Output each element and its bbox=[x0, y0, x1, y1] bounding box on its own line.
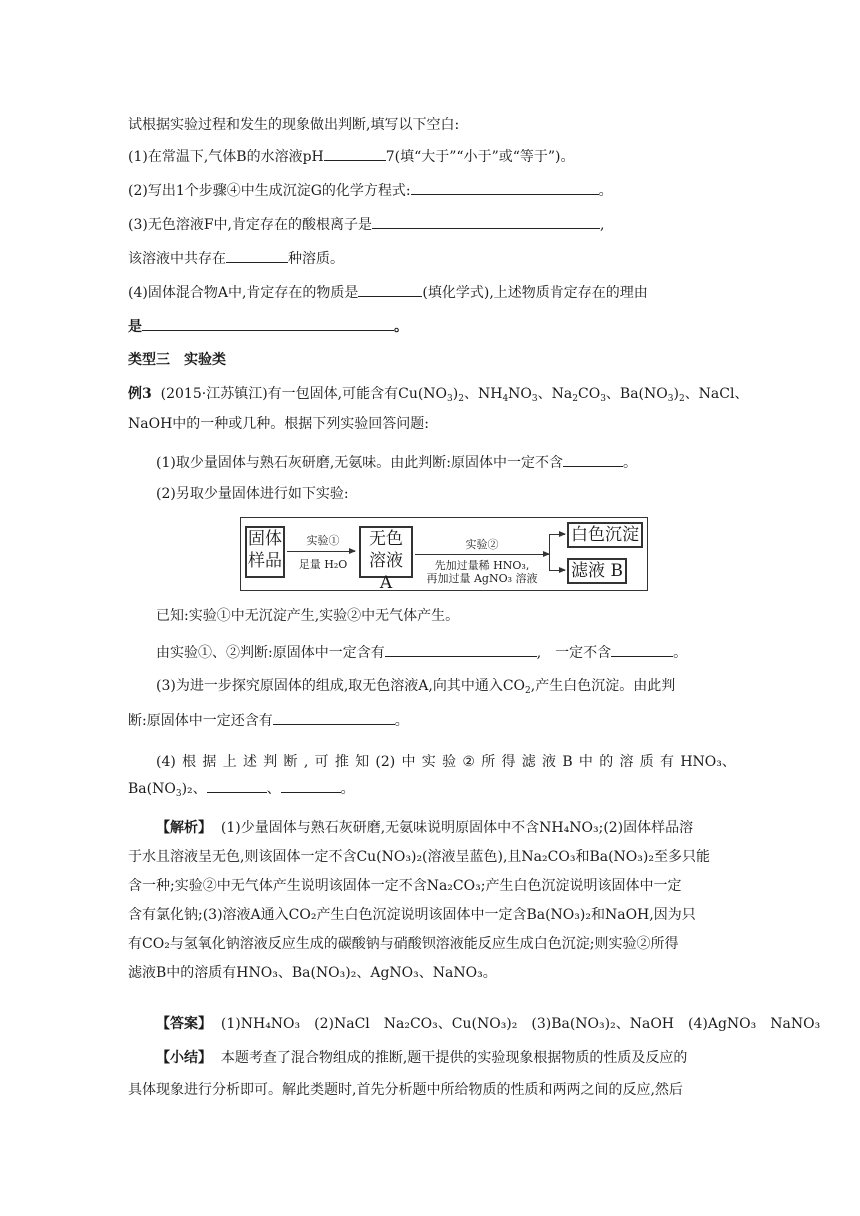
question-3-cont: 该溶液中共存在 种溶质。 bbox=[128, 248, 344, 269]
part-4-word: 知 bbox=[355, 754, 370, 770]
part-4-word: 滤 bbox=[521, 754, 536, 770]
analysis-line-6: 滤液B中的溶质有HNO₃、Ba(NO₃)₂、AgNO₃、NaNO₃。 bbox=[128, 965, 497, 981]
step1-condition: 足量 H₂O bbox=[298, 558, 348, 571]
part-4-word: B bbox=[562, 754, 573, 770]
summary-line-1: 【小结】 本题考查了混合物组成的推断,题干提供的实验现象根据物质的性质及反应的 bbox=[156, 1050, 688, 1066]
part-4-word: 可 bbox=[314, 754, 329, 770]
part-1: (1)取少量固体与熟石灰研磨,无氨味。由此判断:原固体中一定不含 。 bbox=[156, 452, 637, 473]
answer-blank[interactable] bbox=[563, 452, 623, 467]
part-4-word: 推 bbox=[334, 754, 349, 770]
question-4-cont: 是 。 bbox=[128, 316, 408, 337]
part-4-word: 述 bbox=[242, 754, 257, 770]
part-3: (3)为进一步探究原固体的组成,取无色溶液A,向其中通入$CO_2$,产生白色沉淀。由此判 bbox=[156, 678, 676, 696]
answer-blank[interactable] bbox=[372, 214, 600, 229]
answer-blank[interactable] bbox=[273, 710, 395, 725]
filtrate-b-box: 滤液 B bbox=[567, 558, 627, 584]
solution-a-box: 无色 溶液 A bbox=[359, 526, 413, 578]
part-4-word: ② bbox=[462, 754, 475, 770]
step2-line bbox=[415, 554, 549, 555]
known-condition: 已知:实验①中无沉淀产生,实验②中无气体产生。 bbox=[156, 608, 460, 624]
part-2: (2)另取少量固体进行如下实验: bbox=[156, 486, 349, 502]
part-3-cont: 断:原固体中一定还含有 。 bbox=[128, 710, 409, 731]
part-4 bbox=[156, 752, 736, 772]
part-4-word: 断 bbox=[283, 754, 298, 770]
part-4-word: 溶 bbox=[619, 754, 634, 770]
part-4-word: 液 bbox=[542, 754, 557, 770]
answer-blank[interactable] bbox=[226, 248, 288, 263]
answer-blank[interactable] bbox=[324, 146, 386, 161]
analysis-line-1: 【解析】 (1)少量固体与熟石灰研磨,无氨味说明原固体中不含NH₄NO₃;(2)固体样品溶 bbox=[156, 820, 694, 836]
part-4-word: 验 bbox=[442, 754, 457, 770]
answer-blank[interactable] bbox=[611, 642, 673, 657]
part-4-word: 得 bbox=[501, 754, 516, 770]
section-heading: 类型三 实验类 bbox=[128, 352, 226, 368]
part-4-word: 据 bbox=[202, 754, 217, 770]
analysis-line-2: 于水且溶液呈无色,则该固体一定不含Cu(NO₃)₂(溶液呈蓝色),且Na₂CO₃和Ba(NO₃)₂至多只能 bbox=[128, 849, 710, 865]
analysis-line-5: 有CO₂与氢氧化钠溶液反应生成的碳酸钠与硝酸钡溶液能反应生成白色沉淀;则实验②所得 bbox=[128, 936, 679, 952]
answer-blank[interactable] bbox=[385, 642, 537, 657]
answer-blank[interactable] bbox=[411, 180, 599, 195]
step2-label: 实验② bbox=[465, 538, 499, 551]
step2-condition-1: 先加过量稀 HNO₃, bbox=[434, 559, 530, 572]
analysis-line-3: 含一种;实验②中无气体产生说明该固体一定不含Na₂CO₃;产生白色沉淀说明该固体中一定 bbox=[128, 878, 682, 894]
question-1: (1)在常温下,气体B的水溶液pH 7(填“大于”“小于”或“等于”)。 bbox=[128, 146, 575, 167]
arrow-to-filtrate bbox=[549, 570, 565, 571]
part-4-word: 所 bbox=[481, 754, 496, 770]
question-3: (3)无色溶液F中,肯定存在的酸根离子是 , bbox=[128, 214, 604, 235]
step1-arrow bbox=[287, 551, 355, 552]
example-3-stem: 例3 (2015·江苏镇江)有一包固体,可能含有$Cu(NO_3)_2$、$NH_4NO_3$、$Na_2CO_3$、$Ba(NO_3)_2$、NaCl、 bbox=[128, 386, 749, 404]
precipitate-box: 白色沉淀 bbox=[567, 522, 643, 548]
part-4-word: 中 bbox=[578, 754, 593, 770]
answer-blank[interactable] bbox=[281, 778, 341, 793]
question-4: (4)固体混合物A中,肯定存在的物质是 (填化学式),上述物质肯定存在的理由 bbox=[128, 282, 648, 303]
part-4-word: , bbox=[303, 754, 309, 770]
experiment-flow-diagram bbox=[240, 517, 648, 591]
summary-line-2: 具体现象进行分析即可。解此类题时,首先分析题中所给物质的性质和两两之间的反应,然后 bbox=[128, 1082, 683, 1098]
judgement: 由实验①、②判断:原固体中一定含有 , 一定不含 。 bbox=[156, 642, 687, 663]
part-4-word: 有 bbox=[660, 754, 675, 770]
sample-box: 固体 样品 bbox=[245, 526, 285, 578]
part-4-word: 质 bbox=[639, 754, 654, 770]
part-4-word: 实 bbox=[421, 754, 436, 770]
question-2: (2)写出1个步骤④中生成沉淀G的化学方程式: 。 bbox=[128, 180, 613, 201]
answer-blank[interactable] bbox=[142, 316, 394, 331]
part-4-word: 中 bbox=[401, 754, 416, 770]
branch-line bbox=[549, 534, 550, 570]
analysis-line-4: 含有氯化钠;(3)溶液A通入CO₂产生白色沉淀说明该固体中一定含Ba(NO₃)₂和NaOH,因为只 bbox=[128, 907, 696, 923]
part-4-word: 判 bbox=[263, 754, 278, 770]
answer-blank[interactable] bbox=[207, 778, 267, 793]
answer-blank[interactable] bbox=[358, 282, 422, 297]
part-4-word: (2) bbox=[375, 754, 396, 770]
step2-condition-2: 再加过量 AgNO₃ 溶液 bbox=[426, 572, 538, 585]
example-3-stem-cont: NaOH中的一种或几种。根据下列实验回答问题: bbox=[128, 416, 429, 432]
part-4-word: HNO₃、 bbox=[680, 754, 736, 770]
intro-text: 试根据实验过程和发生的现象做出判断,填写以下空白: bbox=[128, 117, 460, 133]
step1-label: 实验① bbox=[306, 534, 340, 547]
answer-line: 【答案】 (1)NH₄NO₃ (2)NaCl Na₂CO₃、Cu(NO₃)₂ (3)Ba(NO₃)₂、NaOH (4)AgNO₃ NaNO₃ bbox=[156, 1016, 821, 1032]
arrow-to-precipitate bbox=[549, 534, 565, 535]
part-4-cont: $Ba(NO_3)_2$、 、 。 bbox=[128, 778, 355, 799]
part-4-word: 上 bbox=[222, 754, 237, 770]
part-4-word: 根 bbox=[182, 754, 197, 770]
part-4-word: (4) bbox=[156, 754, 176, 770]
part-4-word: 的 bbox=[599, 754, 614, 770]
